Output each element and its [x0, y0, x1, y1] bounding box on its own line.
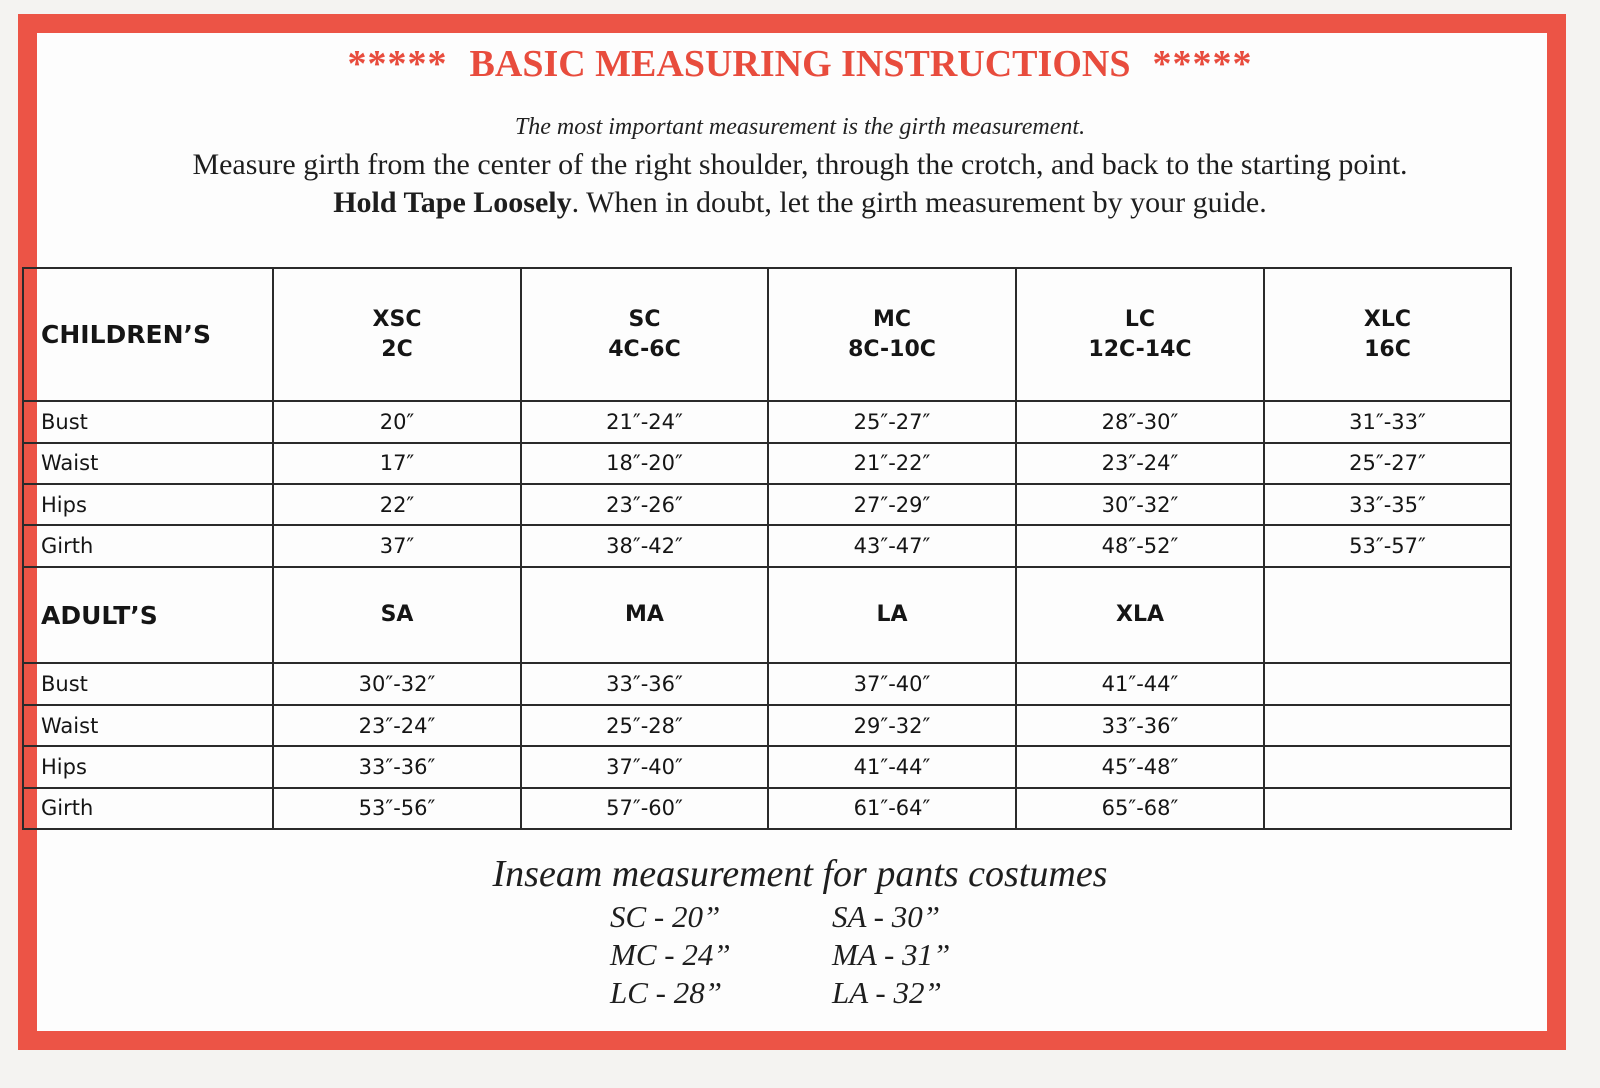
inseam-item: MA - 31”: [832, 937, 951, 972]
row-label: Hips: [23, 746, 273, 787]
size-name: SC: [628, 306, 661, 332]
table-cell: 28″-30″: [1016, 401, 1264, 442]
inseam-item: MC - 24”: [610, 937, 731, 972]
table-cell: 21″-24″: [521, 401, 768, 442]
table-cell-empty: [1264, 746, 1511, 787]
table-cell: 27″-29″: [768, 484, 1016, 525]
size-header: LA: [768, 567, 1016, 664]
table-row: [23, 746, 1511, 787]
inseam-item: SA - 30”: [832, 899, 940, 934]
table-cell: 22″: [273, 484, 521, 525]
row-label: Bust: [23, 401, 273, 442]
title-stars-left: *****: [347, 43, 448, 85]
table-cell: 33″-36″: [273, 746, 521, 787]
intro-italic-line: The most important measurement is the girth measurement.: [514, 114, 1086, 140]
table-cell-empty: [1264, 663, 1511, 704]
inseam-item: SC - 20”: [610, 899, 721, 934]
table-cell: 30″-32″: [273, 663, 521, 704]
size-name: XLC: [1363, 306, 1412, 332]
size-header: SA: [273, 567, 521, 664]
table-cell: 57″-60″: [521, 788, 768, 829]
page-title: [0, 42, 1600, 86]
table-cell: 20″: [273, 401, 521, 442]
size-range: 4C-6C: [608, 336, 681, 362]
table-cell: 38″-42″: [521, 525, 768, 566]
table-cell: 23″-26″: [521, 484, 768, 525]
inseam-item: LA - 32”: [832, 975, 942, 1010]
table-cell: 37″-40″: [768, 663, 1016, 704]
table-cell: 25″-27″: [1264, 443, 1511, 484]
row-label: Bust: [23, 663, 273, 704]
table-cell: 65″-68″: [1016, 788, 1264, 829]
table-cell: 61″-64″: [768, 788, 1016, 829]
children-header-row: [23, 268, 1511, 401]
table-cell: 53″-56″: [273, 788, 521, 829]
size-header-empty: [1264, 567, 1511, 664]
table-cell: 18″-20″: [521, 443, 768, 484]
inseam-item: LC - 28”: [610, 975, 722, 1010]
row-label: Girth: [23, 788, 273, 829]
inseam-children-list: [610, 898, 731, 1012]
table-cell: 25″-28″: [521, 705, 768, 746]
row-label: Waist: [23, 443, 273, 484]
adults-label: ADULT’S: [23, 567, 273, 664]
size-range: 8C-10C: [848, 336, 936, 362]
title-stars-right: *****: [1152, 43, 1253, 85]
table-cell: 25″-27″: [768, 401, 1016, 442]
table-cell: 43″-47″: [768, 525, 1016, 566]
table-cell: 33″-35″: [1264, 484, 1511, 525]
intro-girth-instruction: Measure girth from the center of the right shoulder, through the crotch, and back to the starting point.: [192, 148, 1408, 181]
table-cell: 41″-44″: [768, 746, 1016, 787]
table-cell: 53″-57″: [1264, 525, 1511, 566]
size-range: 12C-14C: [1088, 336, 1192, 362]
inseam-adults-list: [832, 898, 950, 1012]
table-row: [23, 663, 1511, 704]
table-cell: 45″-48″: [1016, 746, 1264, 787]
table-cell: 23″-24″: [273, 705, 521, 746]
size-header: MA: [521, 567, 768, 664]
table-cell: 30″-32″: [1016, 484, 1264, 525]
intro-tape-instruction: [0, 186, 1600, 220]
table-cell: 48″-52″: [1016, 525, 1264, 566]
table-row: [23, 443, 1511, 484]
table-row: [23, 484, 1511, 525]
size-header: XLA: [1016, 567, 1264, 664]
table-cell: 17″: [273, 443, 521, 484]
size-header: [521, 268, 768, 401]
row-label: Waist: [23, 705, 273, 746]
size-header: [1016, 268, 1264, 401]
table-cell: 33″-36″: [521, 663, 768, 704]
size-range: 2C: [381, 336, 413, 362]
table-cell: 37″: [273, 525, 521, 566]
table-cell: 23″-24″: [1016, 443, 1264, 484]
hold-tape-loosely: Hold Tape Loosely: [333, 186, 572, 219]
table-cell-empty: [1264, 705, 1511, 746]
children-label: CHILDREN’S: [23, 268, 273, 401]
table-cell: 37″-40″: [521, 746, 768, 787]
size-chart-table: [22, 267, 1512, 830]
table-cell: 41″-44″: [1016, 663, 1264, 704]
size-header: [273, 268, 521, 401]
row-label: Girth: [23, 525, 273, 566]
table-cell: 33″-36″: [1016, 705, 1264, 746]
table-cell: 31″-33″: [1264, 401, 1511, 442]
adults-header-row: [23, 567, 1511, 664]
table-cell: 29″-32″: [768, 705, 1016, 746]
title-text: BASIC MEASURING INSTRUCTIONS: [469, 43, 1131, 85]
table-row: [23, 788, 1511, 829]
table-cell-empty: [1264, 788, 1511, 829]
inseam-title: Inseam measurement for pants costumes: [492, 853, 1108, 895]
table-cell: 21″-22″: [768, 443, 1016, 484]
size-name: MC: [872, 306, 912, 332]
table-row: [23, 525, 1511, 566]
table-row: [23, 705, 1511, 746]
size-header: [1264, 268, 1511, 401]
size-header: [768, 268, 1016, 401]
row-label: Hips: [23, 484, 273, 525]
intro-doubt-text: . When in doubt, let the girth measurement by your guide.: [571, 186, 1267, 219]
size-name: LC: [1124, 306, 1156, 332]
size-range: 16C: [1364, 336, 1411, 362]
table-row: [23, 401, 1511, 442]
size-name: XSC: [372, 306, 422, 332]
